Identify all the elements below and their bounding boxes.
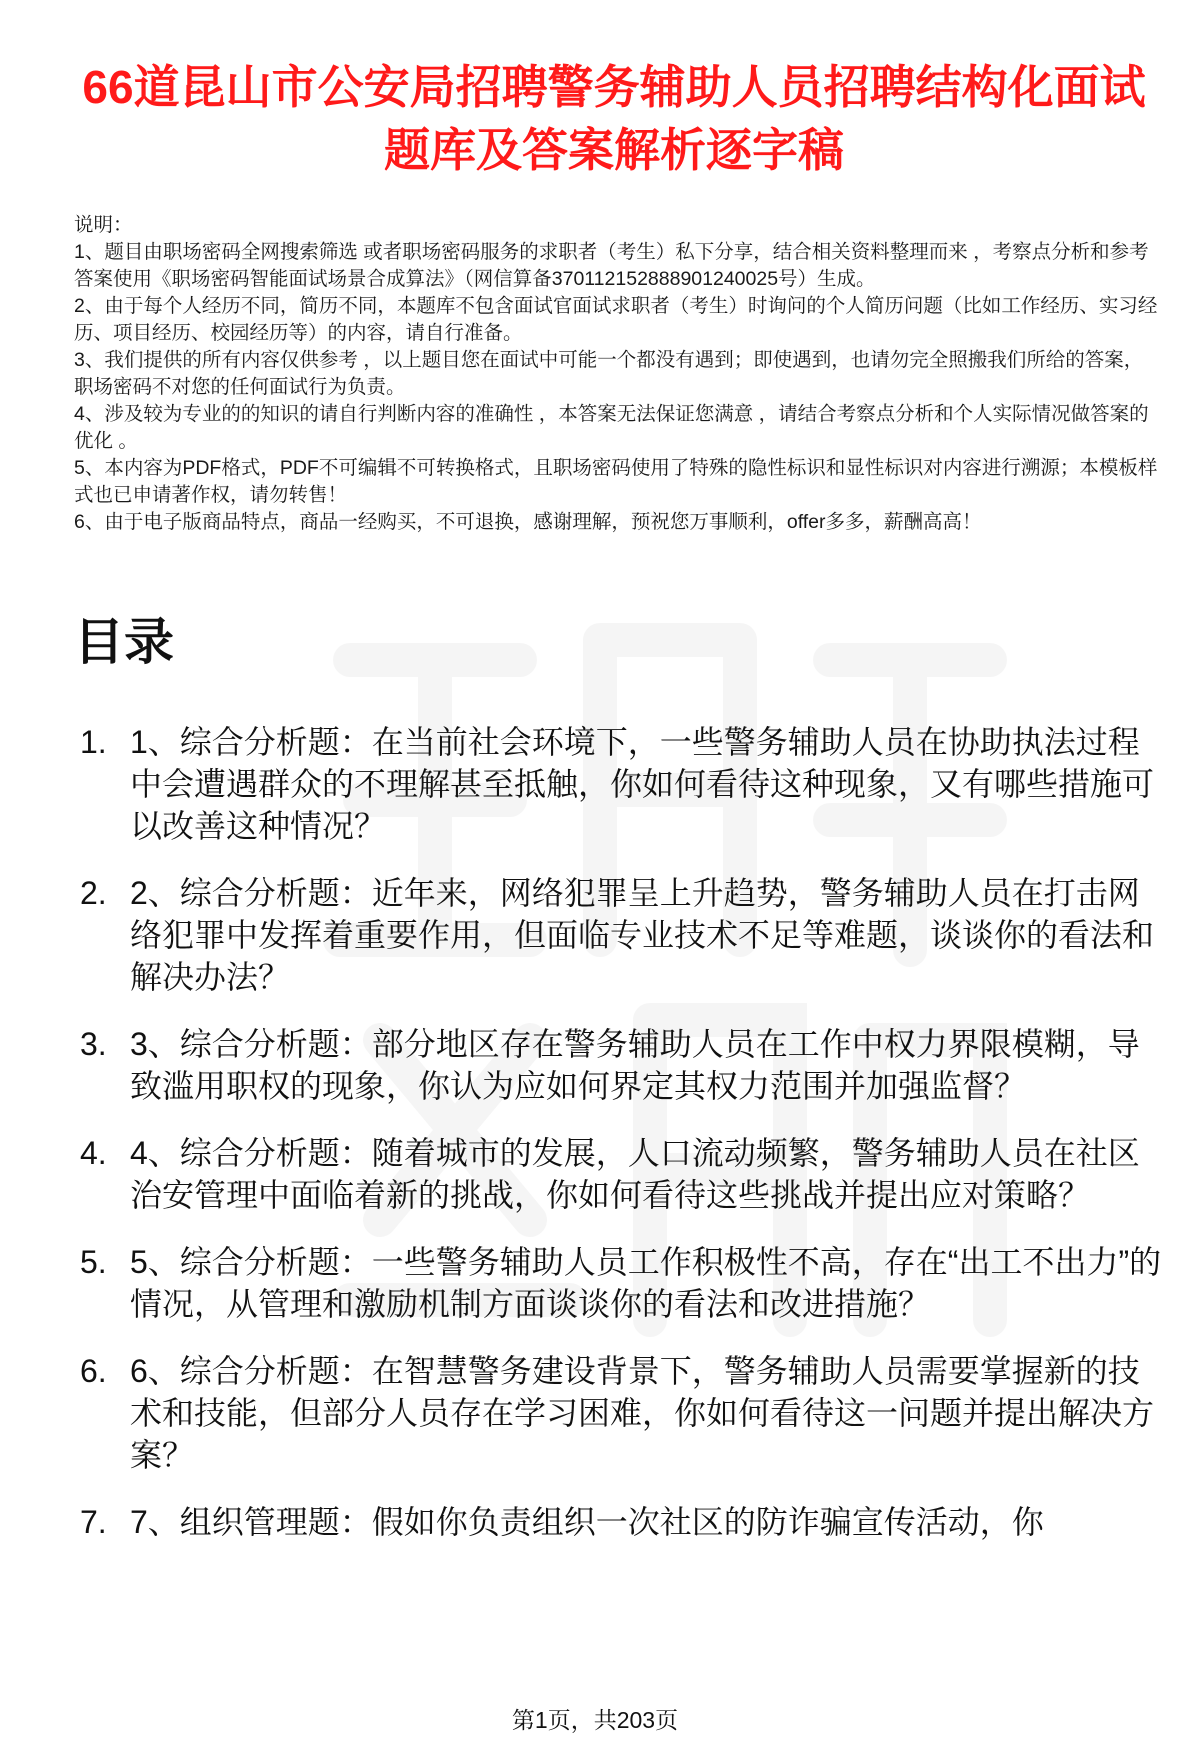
toc-item-text: 1、综合分析题：在当前社会环境下，一些警务辅助人员在协助执法过程中会遭遇群众的不理解甚至抵触，你如何看待这种现象，又有哪些措施可以改善这种情况？ (130, 724, 1155, 844)
toc-item-number: 6. (80, 1353, 107, 1389)
toc-item-number: 7. (80, 1504, 107, 1540)
toc-item[interactable] (80, 872, 1170, 998)
note-item: 2、由于每个人经历不同，简历不同，本题库不包含面试官面试求职者（考生）时询问的个人简历问题（比如工作经历、实习经历、项目经历、校园经历等）的内容，请自行准备。 (74, 295, 1158, 344)
toc-item-number: 3. (80, 1026, 107, 1062)
note-item: 3、我们提供的所有内容仅供参考 ，以上题目您在面试中可能一个都没有遇到；即使遇到，也请勿完全照搬我们所给的答案，职场密码不对您的任何面试行为负责。 (74, 349, 1144, 398)
note-item: 5、本内容为PDF格式，PDF不可编辑不可转换格式，且职场密码使用了特殊的隐性标识和显性标识对内容进行溯源；本模板样式也已申请著作权，请勿转售！ (74, 457, 1158, 506)
toc-item[interactable] (80, 721, 1170, 847)
toc-item-number: 4. (80, 1135, 107, 1171)
toc-item-text: 5、综合分析题：一些警务辅助人员工作积极性不高，存在“出工不出力”的情况，从管理和激励机制方面谈谈你的看法和改进措施？ (130, 1244, 1162, 1322)
toc-item-text: 7、组织管理题：假如你负责组织一次社区的防诈骗宣传活动，你 (130, 1504, 1044, 1540)
notes-heading: 说明： (74, 214, 133, 236)
disclaimer-notes (74, 212, 1162, 536)
toc-item[interactable] (80, 1501, 1170, 1543)
toc-item-text: 2、综合分析题：近年来，网络犯罪呈上升趋势，警务辅助人员在打击网络犯罪中发挥着重要作用，但面临专业技术不足等难题，谈谈你的看法和解决办法？ (130, 875, 1155, 995)
document-title: 66道昆山市公安局招聘警务辅助人员招聘结构化面试题库及答案解析逐字稿 (82, 61, 1146, 176)
toc-item[interactable] (80, 1132, 1170, 1216)
toc-item-number: 2. (80, 875, 107, 911)
toc-item-number: 5. (80, 1244, 107, 1280)
toc-heading: 目录 (74, 614, 174, 670)
note-item: 1、题目由职场密码全网搜索筛选 或者职场密码服务的求职者（考生）私下分享，结合相关资料整理而来 ，考察点分析和参考答案使用《职场密码智能面试场景合成算法》（网信算备370112152888901240025号）生成。 (74, 241, 1149, 290)
toc-item-text: 3、综合分析题：部分地区存在警务辅助人员在工作中权力界限模糊，导致滥用职权的现象，你认为应如何界定其权力范围并加强监督？ (130, 1026, 1140, 1104)
toc-item[interactable] (80, 1023, 1170, 1107)
toc-list (80, 721, 1170, 1543)
page-number-footer: 第1页，共203页 (511, 1707, 679, 1733)
toc-item-number: 1. (80, 724, 107, 760)
toc-item[interactable] (80, 1350, 1170, 1476)
toc-item-text: 6、综合分析题：在智慧警务建设背景下，警务辅助人员需要掌握新的技术和技能，但部分人员存在学习困难，你如何看待这一问题并提出解决方案？ (130, 1353, 1155, 1473)
toc-item-text: 4、综合分析题：随着城市的发展，人口流动频繁，警务辅助人员在社区治安管理中面临着新的挑战，你如何看待这些挑战并提出应对策略？ (130, 1135, 1140, 1213)
note-item: 6、由于电子版商品特点，商品一经购买，不可退换，感谢理解，预祝您万事顺利，offer多多，薪酬高高！ (74, 511, 982, 533)
toc-item[interactable] (80, 1241, 1170, 1325)
note-item: 4、涉及较为专业的的知识的请自行判断内容的准确性 ，本答案无法保证您满意 ，请结合考察点分析和个人实际情况做答案的优化 。 (74, 403, 1149, 452)
